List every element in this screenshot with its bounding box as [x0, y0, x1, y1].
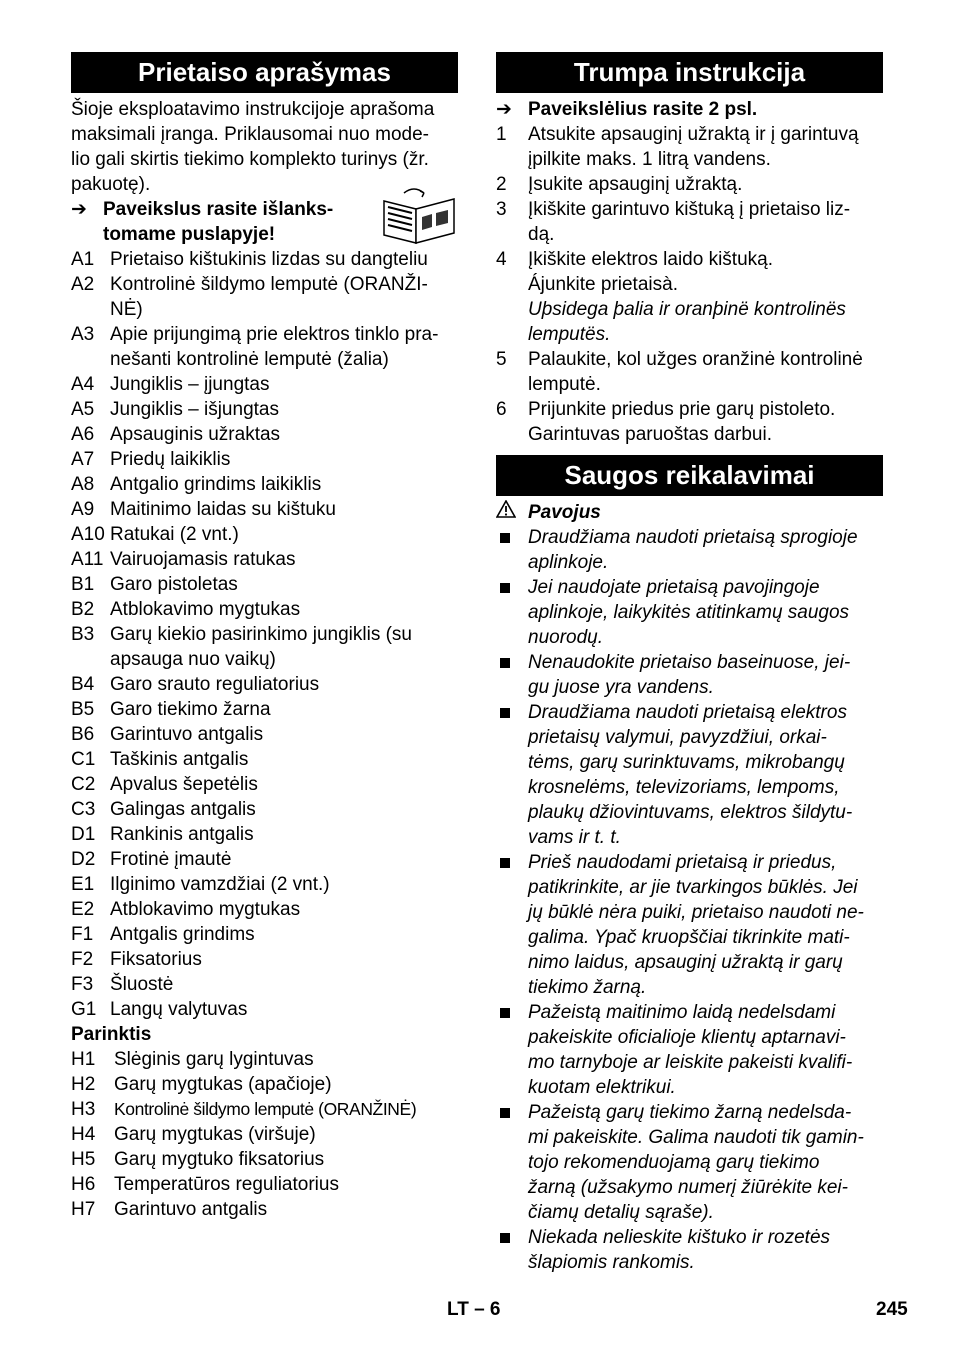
section-heading-quick-guide: Trumpa instrukcija: [496, 52, 883, 93]
see-pictures-note: [71, 197, 458, 247]
list-item: A6 Apsauginis užraktas: [71, 424, 281, 445]
list-item: H4 Garų mygtukas (viršuje): [71, 1124, 316, 1145]
list-item: A5 Jungiklis – išjungtas: [71, 399, 279, 420]
intro-line: pakuotę).: [71, 174, 151, 195]
option-heading: Parinktis: [71, 1024, 152, 1045]
see-pictures-line: Paveikslus rasite išlanks-: [103, 199, 334, 220]
list-item: A3 Apie prijungimą prie elektros tinklo pra- nešanti kontrolinė lemputė (žalia): [71, 324, 439, 370]
square-bullet-icon: [496, 1100, 528, 1225]
list-item: F2 Fiksatorius: [71, 949, 202, 970]
intro-line: Šioje eksploatavimo instrukcijoje aprašoma: [71, 99, 435, 120]
safety-bullets: [496, 525, 883, 1275]
list-item: Pažeistą garų tiekimo žarną nedelsda- mi pakeiskite. Galima naudoti tik gamin- tojo rekomenduojamą garų tiekimo žarną (užsakymo numerį žiūrėkite kei- čiamų detalių sąraše).: [496, 1100, 883, 1225]
list-item: A2 Kontrolinė šildymo lemputė (ORANŽI- NĖ): [71, 274, 428, 320]
step-item: 5 Palaukite, kol užges oranžinė kontrolinė lemputė.: [496, 349, 863, 395]
option-list: [71, 1047, 458, 1222]
right-arrow-icon: ➔: [496, 99, 512, 120]
see-page-note: ➔ Paveikslėlius rasite 2 psl.: [496, 99, 758, 120]
danger-label: Pavojus: [496, 500, 883, 525]
list-item: C1 Taškinis antgalis: [71, 749, 249, 770]
square-bullet-icon: [496, 650, 528, 700]
intro-line: maksimali įranga. Priklausomai nuo mode-: [71, 124, 429, 145]
page-code: LT – 6: [447, 1299, 501, 1320]
square-bullet-icon: [496, 1225, 528, 1275]
list-item: B6 Garintuvo antgalis: [71, 724, 264, 745]
list-item: A4 Jungiklis – įjungtas: [71, 374, 270, 395]
list-item: A1 Prietaiso kištukinis lizdas su dangteliu: [71, 249, 428, 270]
list-item: G1 Langų valytuvas: [71, 999, 248, 1020]
square-bullet-icon: [496, 850, 528, 1000]
list-item: B2 Atblokavimo mygtukas: [71, 599, 301, 620]
fold-out-page-icon: [380, 187, 458, 245]
list-item: Draudžiama naudoti prietaisą elektros prietaisų valymui, pavyzdžiui, orkai- tėms, garų surinktuvams, mikrobangų krosnelėms, televizoriams, lempoms, plaukų džiovintuvams, elektros šildytu- vams ir t. t.: [496, 700, 883, 850]
list-item: A10 Ratukai (2 vnt.): [71, 524, 239, 545]
list-item: Jei naudojate prietaisą pavojingoje aplinkoje, laikykitės atitinkamų saugos nuorodų.: [496, 575, 883, 650]
list-item: H2 Garų mygtukas (apačioje): [71, 1074, 332, 1095]
step-item: 4 Įkiškite elektros laido kištuką. Ájunkite prietaisà. Uþsidega þalia ir oranþinë kontrolinës lemputës.: [496, 249, 846, 345]
component-list: [71, 247, 458, 1022]
warning-triangle-icon: [496, 500, 528, 525]
steps-list: [496, 122, 883, 447]
list-item: B5 Garo tiekimo žarna: [71, 699, 271, 720]
step-item: 3 Įkiškite garintuvo kištuką į prietaiso liz- dą.: [496, 199, 851, 245]
left-column: [71, 52, 458, 1222]
see-pictures-line: tomame puslapyje!: [103, 224, 276, 245]
list-item: Nenaudokite prietaiso baseinuose, jei- gu juose yra vandens.: [496, 650, 883, 700]
intro-paragraph: [71, 97, 458, 197]
list-item: F1 Antgalis grindims: [71, 924, 255, 945]
list-item: B1 Garo pistoletas: [71, 574, 238, 595]
square-bullet-icon: [496, 525, 528, 575]
list-item: B3 Garų kiekio pasirinkimo jungiklis (su apsauga nuo vaikų): [71, 624, 412, 670]
list-item: F3 Šluostė: [71, 974, 174, 995]
list-item: H3 Kontrolinė šildymo lemputė (ORANŽINĖ): [71, 1099, 417, 1120]
list-item: H7 Garintuvo antgalis: [71, 1199, 268, 1220]
list-item: H1 Slėginis garų lygintuvas: [71, 1049, 314, 1070]
list-item: Draudžiama naudoti prietaisą sprogioje aplinkoje.: [496, 525, 883, 575]
list-item: C3 Galingas antgalis: [71, 799, 256, 820]
list-item: A8 Antgalio grindims laikiklis: [71, 474, 322, 495]
list-item: Niekada nelieskite kištuko ir rozetės šlapiomis rankomis.: [496, 1225, 883, 1275]
list-item: A9 Maitinimo laidas su kištuku: [71, 499, 336, 520]
step-item: 1 Atsukite apsauginį užraktą ir į garintuvą įpilkite maks. 1 litrą vandens.: [496, 124, 859, 170]
list-item: D2 Frotinė įmautė: [71, 849, 232, 870]
list-item: Prieš naudodami prietaisą ir priedus, patikrinkite, ar jie tvarkingos būklės. Jei jų būklė nėra puiki, prietaiso naudoti ne- galima. Ypač kruopščiai tikrinkite mati- nimo laidus, apsauginį užraktą ir garų tiekimo žarną.: [496, 850, 883, 1000]
step-item: 6 Prijunkite priedus prie garų pistoleto. Garintuvas paruoštas darbui.: [496, 399, 836, 445]
list-item: H5 Garų mygtuko fiksatorius: [71, 1149, 325, 1170]
square-bullet-icon: [496, 1000, 528, 1100]
page-number: 245: [876, 1299, 908, 1320]
list-item: Pažeistą maitinimo laidą nedelsdami pakeiskite oficialioje klientų aptarnavi- mo tarnyboje ar leiskite pakeisti kvalifi- kuotam elektrikui.: [496, 1000, 883, 1100]
list-item: A7 Priedų laikiklis: [71, 449, 231, 470]
list-item: A11 Vairuojamasis ratukas: [71, 549, 296, 570]
intro-line: lio gali skirtis tiekimo komplekto turinys (žr.: [71, 149, 429, 170]
list-item: E1 Ilginimo vamzdžiai (2 vnt.): [71, 874, 330, 895]
right-column: [496, 52, 883, 1275]
right-arrow-icon: ➔: [71, 199, 87, 220]
list-item: H6 Temperatūros reguliatorius: [71, 1174, 339, 1195]
square-bullet-icon: [496, 700, 528, 850]
section-heading-safety: Saugos reikalavimai: [496, 455, 883, 496]
list-item: B4 Garo srauto reguliatorius: [71, 674, 320, 695]
square-bullet-icon: [496, 575, 528, 650]
list-item: D1 Rankinis antgalis: [71, 824, 254, 845]
list-item: C2 Apvalus šepetėlis: [71, 774, 258, 795]
section-heading-description: Prietaiso aprašymas: [71, 52, 458, 93]
step-item: 2 Įsukite apsauginį užraktą.: [496, 174, 743, 195]
list-item: E2 Atblokavimo mygtukas: [71, 899, 301, 920]
